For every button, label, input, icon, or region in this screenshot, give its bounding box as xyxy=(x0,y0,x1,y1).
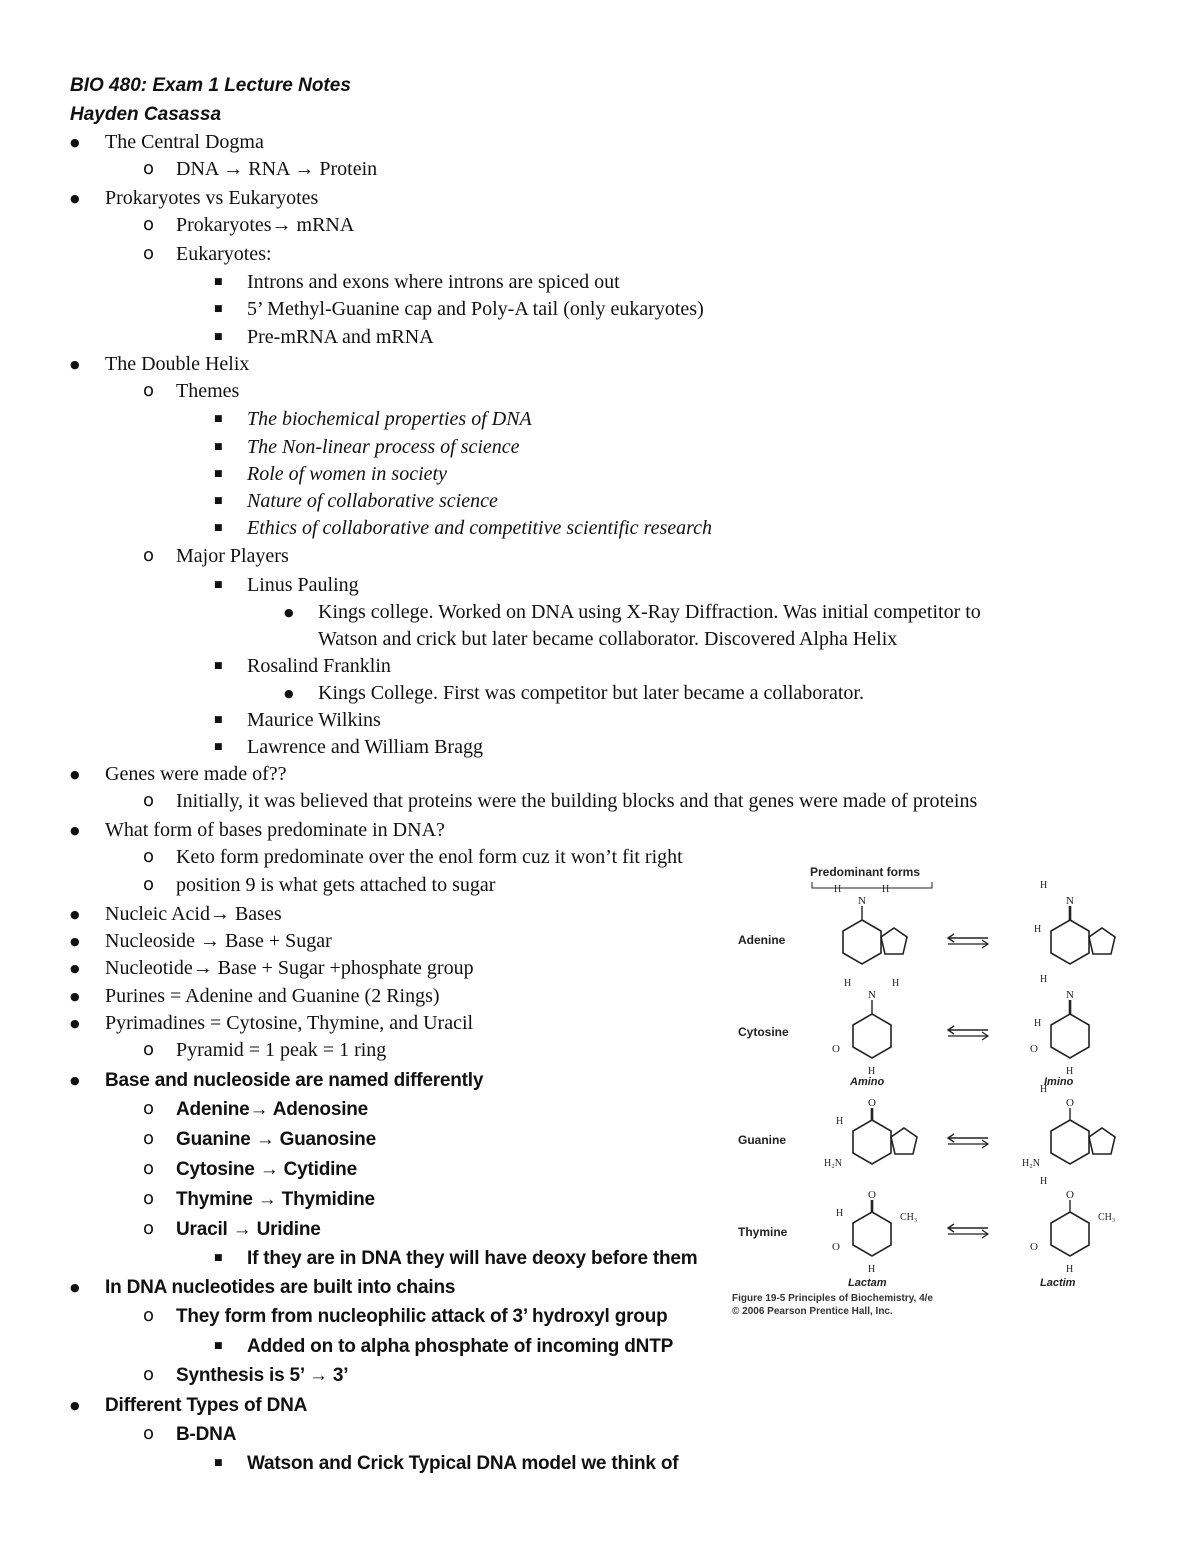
base-tautomers-figure xyxy=(732,862,1132,1322)
svg-text:H: H xyxy=(892,978,900,989)
svg-text:H: H xyxy=(1034,1018,1042,1029)
adenine-amino-structure xyxy=(834,884,907,964)
figure-row-label: Cytosine xyxy=(738,1025,789,1039)
figure-label-imino: Imino xyxy=(1044,1076,1074,1088)
list-item: ● Nucleotide→ Base + Sugar +phosphate group xyxy=(105,955,474,982)
list-item: ● What form of bases predominate in DNA? xyxy=(105,817,445,844)
list-item: ■ Maurice Wilkins xyxy=(247,707,381,734)
list-item: o They form from nucleophilic attack of 3’ hydroxyl group xyxy=(176,1303,668,1330)
list-item: ■ Added on to alpha phosphate of incoming dNTP xyxy=(247,1333,673,1360)
svg-text:H: H xyxy=(1066,1264,1074,1275)
adenine-imino-structure xyxy=(1034,880,1115,964)
svg-text:N: N xyxy=(1066,895,1074,907)
figure-copyright: © 2006 Pearson Prentice Hall, Inc. xyxy=(732,1306,893,1317)
list-item: ● The Central Dogma xyxy=(105,129,264,156)
svg-text:H: H xyxy=(1034,924,1042,935)
svg-text:H: H xyxy=(1066,1066,1074,1077)
list-item: o B-DNA xyxy=(176,1421,236,1448)
list-item: o Eukaryotes: xyxy=(176,241,272,268)
list-item: o Thymine → Thymidine xyxy=(176,1186,375,1213)
list-item: ■ 5’ Methyl-Guanine cap and Poly-A tail (only eukaryotes) xyxy=(247,296,704,323)
list-item: ■ Rosalind Franklin xyxy=(247,653,391,680)
figure-row-label: Guanine xyxy=(738,1133,787,1147)
figure-row-label: Adenine xyxy=(738,933,786,947)
guanine-lactam-structure xyxy=(824,1097,917,1169)
list-item: ■ The biochemical properties of DNA xyxy=(247,406,532,433)
svg-text:O: O xyxy=(1066,1189,1074,1201)
svg-text:N: N xyxy=(858,895,866,907)
svg-text:H: H xyxy=(868,1066,876,1077)
list-item-continuation: Watson and crick but later became collaborator. Discovered Alpha Helix xyxy=(318,628,898,650)
document-title: BIO 480: Exam 1 Lecture Notes xyxy=(70,75,351,96)
list-item: o Prokaryotes→ mRNA xyxy=(176,212,354,239)
svg-text:N: N xyxy=(1066,989,1074,1001)
list-item: o Cytosine → Cytidine xyxy=(176,1156,357,1183)
list-item: ■ Introns and exons where introns are spiced out xyxy=(247,269,620,296)
svg-text:H: H xyxy=(882,884,890,895)
list-item: ● In DNA nucleotides are built into chains xyxy=(105,1274,455,1301)
svg-text:H: H xyxy=(1040,1176,1048,1187)
figure-label-lactim: Lactim xyxy=(1040,1277,1076,1289)
document-author: Hayden Casassa xyxy=(70,104,222,125)
thymine-lactim-structure xyxy=(1030,1176,1115,1275)
svg-text:H: H xyxy=(1040,974,1048,985)
list-item: ● Kings College. First was competitor but later became a collaborator. xyxy=(318,680,864,707)
list-item: ● Pyrimadines = Cytosine, Thymine, and Uracil xyxy=(105,1010,473,1037)
list-item: ■ Watson and Crick Typical DNA model we think of xyxy=(247,1450,678,1477)
svg-text:H: H xyxy=(834,884,842,895)
svg-text:O: O xyxy=(1030,1241,1038,1253)
cytosine-imino-structure xyxy=(1030,974,1089,1077)
svg-text:H₂N: H₂N xyxy=(824,1158,842,1169)
svg-text:CH₃: CH₃ xyxy=(900,1212,918,1223)
list-item: ■ Pre-mRNA and mRNA xyxy=(247,324,434,351)
svg-text:N: N xyxy=(868,989,876,1001)
list-item: o Pyramid = 1 peak = 1 ring xyxy=(176,1037,386,1064)
list-item: ■ Nature of collaborative science xyxy=(247,488,498,515)
svg-text:O: O xyxy=(1030,1043,1038,1055)
list-item: ■ Linus Pauling xyxy=(247,572,359,599)
list-item: ■ The Non-linear process of science xyxy=(247,434,520,461)
svg-text:H₂N: H₂N xyxy=(1022,1158,1040,1169)
svg-text:H: H xyxy=(836,1208,844,1219)
list-item: ● Different Types of DNA xyxy=(105,1392,307,1419)
svg-text:H: H xyxy=(868,1264,876,1275)
figure-heading: Predominant forms xyxy=(810,865,921,879)
list-item: o Major Players xyxy=(176,543,289,570)
list-item: o position 9 is what gets attached to sugar xyxy=(176,872,495,899)
cytosine-amino-structure xyxy=(832,978,899,1077)
list-item: ● Base and nucleoside are named differently xyxy=(105,1067,483,1094)
thymine-lactam-structure xyxy=(832,1189,917,1275)
figure-label-amino: Amino xyxy=(850,1076,885,1088)
list-item: o Adenine→ Adenosine xyxy=(176,1096,368,1123)
svg-text:O: O xyxy=(832,1241,840,1253)
list-item: ● Genes were made of?? xyxy=(105,761,287,788)
list-item: o Themes xyxy=(176,378,239,405)
list-item: o Guanine → Guanosine xyxy=(176,1126,376,1153)
list-item: o DNA → RNA → Protein xyxy=(176,156,377,183)
svg-text:H: H xyxy=(836,1116,844,1127)
svg-text:O: O xyxy=(868,1189,876,1201)
list-item: ■ Lawrence and William Bragg xyxy=(247,734,483,761)
svg-text:H: H xyxy=(1040,880,1048,891)
list-item: ● The Double Helix xyxy=(105,351,249,378)
list-item: ● Kings college. Worked on DNA using X-Ray Diffraction. Was initial competitor to xyxy=(318,599,981,626)
guanine-lactim-structure xyxy=(1022,1084,1115,1169)
figure-row-label: Thymine xyxy=(738,1225,788,1239)
list-item: o Uracil → Uridine xyxy=(176,1216,321,1243)
list-item: ■ If they are in DNA they will have deoxy before them xyxy=(247,1245,698,1272)
figure-label-lactam: Lactam xyxy=(848,1277,887,1289)
list-item: ● Nucleoside → Base + Sugar xyxy=(105,928,332,955)
svg-text:O: O xyxy=(868,1097,876,1109)
list-item: o Initially, it was believed that proteins were the building blocks and that genes were made of proteins xyxy=(176,788,977,815)
list-item: ■ Role of women in society xyxy=(247,461,447,488)
svg-text:O: O xyxy=(1066,1097,1074,1109)
list-item: ● Purines = Adenine and Guanine (2 Rings) xyxy=(105,983,440,1010)
list-item: o Synthesis is 5’ → 3’ xyxy=(176,1362,348,1389)
list-item: ■ Ethics of collaborative and competitive scientific research xyxy=(247,515,712,542)
svg-text:H: H xyxy=(1040,1084,1048,1095)
list-item: ● Nucleic Acid→ Bases xyxy=(105,901,282,928)
list-item: ● Prokaryotes vs Eukaryotes xyxy=(105,185,318,212)
figure-caption: Figure 19-5 Principles of Biochemistry, 4/e xyxy=(732,1293,933,1304)
svg-text:O: O xyxy=(832,1043,840,1055)
list-item: o Keto form predominate over the enol form cuz it won’t fit right xyxy=(176,844,683,871)
svg-text:CH₃: CH₃ xyxy=(1098,1212,1116,1223)
svg-text:H: H xyxy=(844,978,852,989)
